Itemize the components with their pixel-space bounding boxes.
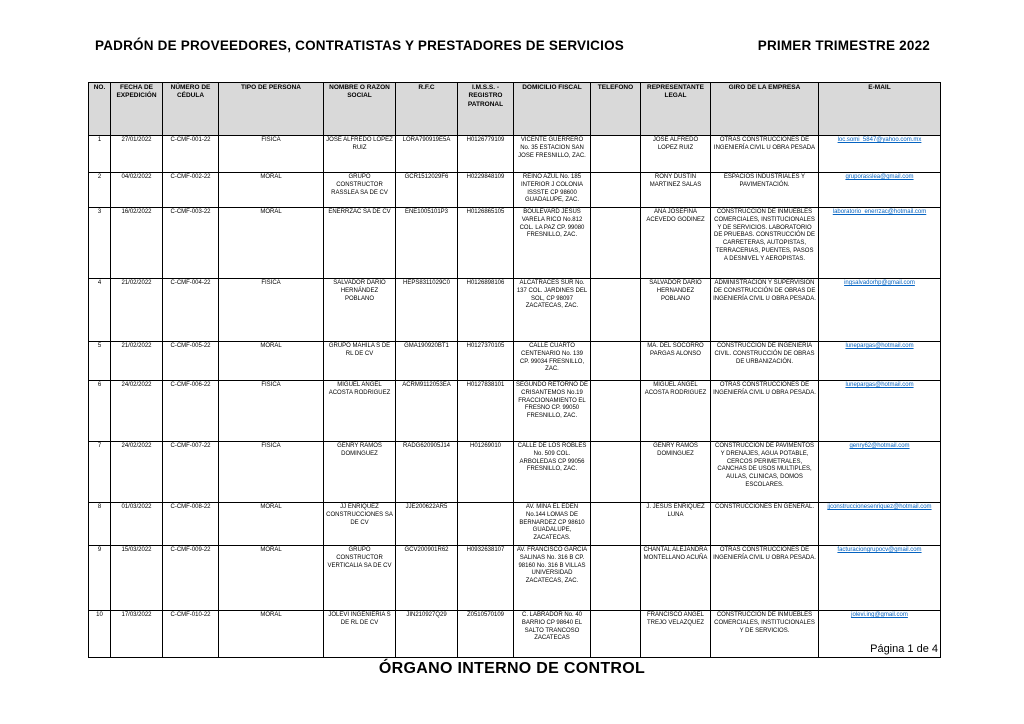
cell-tipo: MORAL [219, 503, 324, 546]
cell-domicilio: VICENTE GUERRERO No. 35 ESTACION SAN JOSE FRESNILLO, ZAC. [514, 136, 591, 173]
cell-nombre: GRUPO MAHILA S DE RL DE CV [324, 342, 396, 381]
table-row [89, 611, 941, 658]
cell-rfc: ACRM9112053EA [396, 381, 458, 442]
cell-email [819, 442, 941, 503]
cell-representante: JOSE ALFREDO LOPEZ RUIZ [641, 136, 711, 173]
cell-domicilio: CALLE DE LOS ROBLES No. 509 COL. ARBOLEDAS CP 99056 FRESNILLO, ZAC. [514, 442, 591, 503]
cell-fecha: 24/02/2022 [111, 381, 163, 442]
cell-telefono [591, 546, 641, 611]
cell-tipo: FISICA [219, 381, 324, 442]
cell-no: 10 [89, 611, 111, 658]
email-link[interactable]: jjconstruccionesenriquez@hotmail.com [827, 504, 932, 510]
table-row [89, 381, 941, 442]
cell-cedula: C-CMF-002-22 [163, 173, 219, 208]
cell-imss: H0127370105 [458, 342, 514, 381]
cell-telefono [591, 208, 641, 279]
column-header-rfc: R.F.C [396, 83, 458, 136]
email-link[interactable]: laboratorio_enerrzac@hotmail.com [832, 209, 927, 215]
cell-no: 9 [89, 546, 111, 611]
cell-telefono [591, 342, 641, 381]
cell-giro: CONSTRUCCIÓN DE INGENIERÍA CIVIL. CONSTRUCCIÓN DE OBRAS DE URBANIZACIÓN. [711, 342, 819, 381]
email-link[interactable]: lunepargas@hotmail.com [845, 343, 914, 349]
cell-fecha: 21/02/2022 [111, 342, 163, 381]
cell-nombre: JOLEVI INGENIERIA S DE RL DE CV [324, 611, 396, 658]
cell-imss [458, 503, 514, 546]
document-period: PRIMER TRIMESTRE 2022 [757, 38, 930, 53]
cell-rfc: JJE200622AR5 [396, 503, 458, 546]
column-header-telefono: TELEFONO [591, 83, 641, 136]
cell-giro: CONSTRUCCIÓN DE PAVIMENTOS Y DRENAJES, AGUA POTABLE, CERCOS PERIMETRALES, CANCHAS DE USOS MULTIPLES, AULAS, CLINICAS, DOMOS ESCOLARES. [711, 442, 819, 503]
cell-telefono [591, 381, 641, 442]
cell-giro: ADMINISTRACIÓN Y SUPERVISIÓN DE CONSTRUCCIÓN DE OBRAS DE INGENIERÍA CIVIL U OBRA PESADA. [711, 279, 819, 342]
cell-fecha: 15/03/2022 [111, 546, 163, 611]
table-row [89, 503, 941, 546]
table-row [89, 546, 941, 611]
cell-tipo: MORAL [219, 546, 324, 611]
cell-nombre: SALVADOR DARIO HERNÁNDEZ POBLANO [324, 279, 396, 342]
cell-giro: CONSTRUCCIÓN DE INMUEBLES COMERCIALES, INSTITUCIONALES Y DE SERVICIOS. [711, 611, 819, 658]
cell-tipo: FISICA [219, 279, 324, 342]
table-row [89, 342, 941, 381]
cell-nombre: MIGUEL ANGEL ACOSTA RODRIGUEZ [324, 381, 396, 442]
cell-rfc: GCV200901R62 [396, 546, 458, 611]
cell-no: 2 [89, 173, 111, 208]
cell-no: 8 [89, 503, 111, 546]
cell-nombre: JJ ENRIQUEZ CONSTRUCCIONES SA DE CV [324, 503, 396, 546]
cell-giro: OTRAS CONSTRUCCIONES DE INGENIERÍA CIVIL U OBRA PESADA [711, 136, 819, 173]
cell-domicilio: AV. MINA EL EDEN No.144 LOMAS DE BERNARDEZ CP 98610 GUADALUPE, ZACATECAS. [514, 503, 591, 546]
cell-no: 5 [89, 342, 111, 381]
cell-telefono [591, 136, 641, 173]
column-header-tipo: TIPO DE PERSONA [219, 83, 324, 136]
email-link[interactable]: facturaciongrupocv@gmail.com [837, 547, 922, 553]
cell-fecha: 04/02/2022 [111, 173, 163, 208]
cell-email [819, 279, 941, 342]
providers-table-container [88, 82, 941, 658]
cell-imss: H0932638107 [458, 546, 514, 611]
cell-rfc: HEPS8311029C0 [396, 279, 458, 342]
table-row [89, 136, 941, 173]
cell-email [819, 381, 941, 442]
cell-giro: OTRAS CONSTRUCCIONES DE INGENIERÍA CIVIL U OBRA PESADA. [711, 546, 819, 611]
cell-fecha: 17/03/2022 [111, 611, 163, 658]
cell-representante: FRANCISCO ANGEL TREJO VELAZQUEZ [641, 611, 711, 658]
cell-no: 1 [89, 136, 111, 173]
cell-telefono [591, 279, 641, 342]
cell-nombre: GENRY RAMOS DOMINGUEZ [324, 442, 396, 503]
page-indicator: Página 1 de 4 [870, 643, 938, 655]
cell-cedula: C-CMF-008-22 [163, 503, 219, 546]
cell-nombre: JOSE ALFREDO LOPEZ RUIZ [324, 136, 396, 173]
cell-tipo: MORAL [219, 342, 324, 381]
cell-domicilio: CALLE CUARTO CENTENARIO No. 139 CP. 99034 FRESNILLO, ZAC. [514, 342, 591, 381]
table-body [89, 136, 941, 658]
cell-domicilio: C. LABRADOR No. 40 BARRIO CP 98640 EL SALTO TRANCOSO ZACATECAS [514, 611, 591, 658]
cell-cedula: C-CMF-003-22 [163, 208, 219, 279]
cell-email [819, 503, 941, 546]
cell-tipo: FISICA [219, 442, 324, 503]
cell-fecha: 21/02/2022 [111, 279, 163, 342]
cell-domicilio: ALCATRACES SUR No. 137 COL. JARDINES DEL SOL, CP 98097 ZACATECAS, ZAC. [514, 279, 591, 342]
column-header-cedula: NÚMERO DE CÉDULA [163, 83, 219, 136]
table-row [89, 279, 941, 342]
cell-giro: CONSTRUCCIONES EN GENERAL. [711, 503, 819, 546]
cell-representante: CHANTAL ALEJANDRA MONTELLANO ACUÑA [641, 546, 711, 611]
cell-imss: H0126865105 [458, 208, 514, 279]
table-row [89, 173, 941, 208]
cell-tipo: MORAL [219, 173, 324, 208]
column-header-domicilio: DOMICILIO FISCAL [514, 83, 591, 136]
cell-rfc: JIN210927Q29 [396, 611, 458, 658]
cell-email [819, 208, 941, 279]
cell-representante: ANA JOSEFINA ACEVEDO GODINEZ [641, 208, 711, 279]
cell-telefono [591, 173, 641, 208]
cell-cedula: C-CMF-009-22 [163, 546, 219, 611]
email-link[interactable]: jolevi.ing@gmail.com [851, 612, 908, 618]
cell-representante: RONY DUSTIN MARTINEZ SALAS [641, 173, 711, 208]
cell-telefono [591, 611, 641, 658]
cell-cedula: C-CMF-007-22 [163, 442, 219, 503]
cell-nombre: GRUPO CONSTRUCTOR VERTICALIA SA DE CV [324, 546, 396, 611]
cell-representante: MIGUEL ANGEL ACOSTA RODRIGUEZ [641, 381, 711, 442]
cell-giro: CONSTRUCCIÓN DE INMUEBLES COMERCIALES, INSTITUCIONALES Y DE SERVICIOS. LABORATORIO DE PRUEBAS. CONSTRUCCIÓN DE CARRETERAS, AUTOPISTAS, TERRACERIAS, PUENTES, PASOS A DESNIVEL Y AEROPISTAS. [711, 208, 819, 279]
providers-table [88, 82, 941, 658]
email-link[interactable]: genry62@hotmail.com [849, 443, 910, 449]
cell-giro: ESPACIOS INDUSTRIALES Y PAVIMENTACIÓN. [711, 173, 819, 208]
cell-telefono [591, 503, 641, 546]
cell-telefono [591, 442, 641, 503]
cell-fecha: 16/02/2022 [111, 208, 163, 279]
cell-email [819, 546, 941, 611]
column-header-fecha: FECHA DE EXPEDICIÓN [111, 83, 163, 136]
column-header-no: NO. [89, 83, 111, 136]
cell-email [819, 342, 941, 381]
cell-tipo: MORAL [219, 611, 324, 658]
cell-domicilio: AV. FRANCISCO GARCIA SALINAS No. 316 B CP. 98160 No. 316 B VILLAS UNIVERSIDAD ZACATECAS, ZAC. [514, 546, 591, 611]
email-link[interactable]: lunepargas@hotmail.com [845, 382, 914, 388]
cell-no: 4 [89, 279, 111, 342]
cell-cedula: C-CMF-006-22 [163, 381, 219, 442]
cell-representante: GENRY RAMOS DOMINGUEZ [641, 442, 711, 503]
cell-giro: OTRAS CONSTRUCCIONES DE INGENIERÍA CIVIL U OBRA PESADA. [711, 381, 819, 442]
cell-email [819, 136, 941, 173]
email-link[interactable]: gruporasslea@gmail.com [845, 174, 914, 180]
cell-imss: Z0510570109 [458, 611, 514, 658]
table-header [89, 83, 941, 136]
column-header-email: E-MAIL [819, 83, 941, 136]
cell-no: 7 [89, 442, 111, 503]
cell-representante: SALVADOR DARIO HERNANDEZ POBLANO [641, 279, 711, 342]
cell-fecha: 24/02/2022 [111, 442, 163, 503]
cell-imss: H0127838101 [458, 381, 514, 442]
email-link[interactable]: loc.somi_5847@yahoo.com.mx [837, 137, 922, 143]
table-row [89, 442, 941, 503]
email-link[interactable]: ingsalvadorhp@gmail.com [844, 280, 915, 286]
cell-cedula: C-CMF-004-22 [163, 279, 219, 342]
cell-nombre: ENERRZAC SA DE CV [324, 208, 396, 279]
cell-rfc: ENE1005101P3 [396, 208, 458, 279]
cell-representante: J. JESUS ENRIQUEZ LUNA [641, 503, 711, 546]
cell-cedula: C-CMF-001-22 [163, 136, 219, 173]
cell-no: 6 [89, 381, 111, 442]
cell-imss: H0229848109 [458, 173, 514, 208]
cell-domicilio: BOULEVARD JESUS VARELA RICO No.812 COL. LA PAZ CP. 99080 FRESNILLO, ZAC. [514, 208, 591, 279]
cell-fecha: 01/03/2022 [111, 503, 163, 546]
cell-no: 3 [89, 208, 111, 279]
cell-imss: H01269010 [458, 442, 514, 503]
footer-organization: ÓRGANO INTERNO DE CONTROL [378, 660, 646, 677]
cell-rfc: GCR1512029F6 [396, 173, 458, 208]
document-title: PADRÓN DE PROVEEDORES, CONTRATISTAS Y PRESTADORES DE SERVICIOS [95, 38, 624, 53]
cell-domicilio: SEGUNDO RETORNO DE CRISANTEMOS No.19 FRACCIONAMIENTO EL FRESNO CP. 99050 FRESNILLO, ZAC. [514, 381, 591, 442]
table-row [89, 208, 941, 279]
cell-tipo: MORAL [219, 208, 324, 279]
cell-email [819, 173, 941, 208]
cell-fecha: 27/01/2022 [111, 136, 163, 173]
cell-representante: MA. DEL SOCORRO PARGAS ALONSO [641, 342, 711, 381]
cell-imss: H0126779109 [458, 136, 514, 173]
column-header-nombre: NOMBRE O RAZON SOCIAL [324, 83, 396, 136]
cell-cedula: C-CMF-010-22 [163, 611, 219, 658]
cell-cedula: C-CMF-005-22 [163, 342, 219, 381]
column-header-imss: I.M.S.S. - REGISTRO PATRONAL [458, 83, 514, 136]
cell-rfc: GMA190920BT1 [396, 342, 458, 381]
cell-domicilio: REINO AZUL No. 185 INTERIOR J COLONIA ISSSTE CP 98600 GUADALUPE, ZAC. [514, 173, 591, 208]
column-header-giro: GIRO DE LA EMPRESA [711, 83, 819, 136]
header-row [89, 83, 941, 136]
cell-nombre: GRUPO CONSTRUCTOR RASSLEA SA DE CV [324, 173, 396, 208]
cell-imss: H0126898106 [458, 279, 514, 342]
cell-rfc: LORA790919E5A [396, 136, 458, 173]
column-header-representante: REPRESENTANTE LEGAL [641, 83, 711, 136]
cell-tipo: FISICA [219, 136, 324, 173]
cell-rfc: RADG620905J14 [396, 442, 458, 503]
